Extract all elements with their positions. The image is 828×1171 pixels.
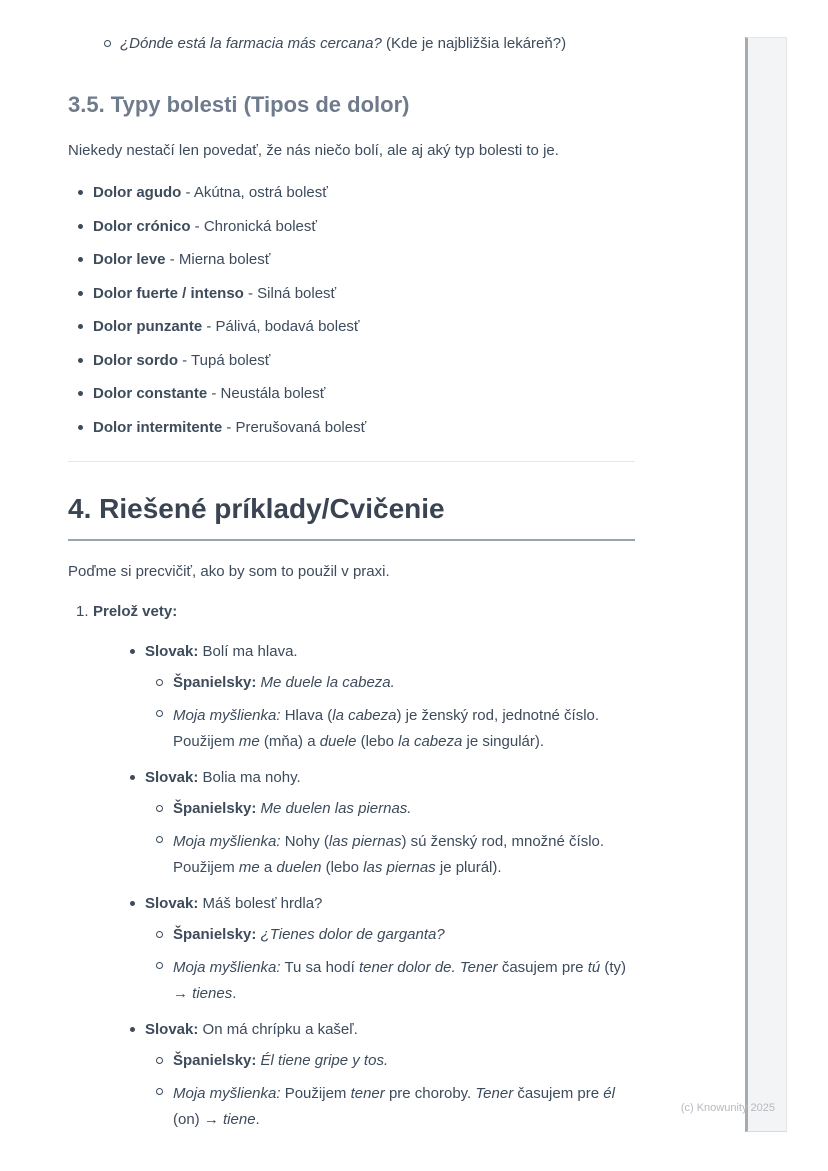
spanish-label: Španielsky: — [173, 799, 257, 817]
list-item — [68, 316, 635, 337]
section-heading-4: 4. Riešené príklady/Cvičenie — [68, 492, 635, 541]
slovak-text: Bolia ma nohy. — [198, 768, 301, 786]
pain-desc: - Neustála bolesť — [207, 385, 326, 402]
spanish-label: Španielsky: — [173, 673, 257, 691]
list-item — [68, 417, 635, 438]
list-item — [68, 350, 635, 371]
spanish-text: Me duelen las piernas. — [256, 799, 412, 817]
note-line: Moja myšlienka: Hlava (la cabeza) je ženský rod, jednotné číslo. Použijem me (mňa) a duele (lebo la cabeza je singulár). — [145, 703, 635, 755]
pain-term: Dolor constante — [93, 385, 208, 402]
spanish-label: Španielsky: — [173, 1051, 257, 1069]
example-block — [93, 641, 635, 755]
slovak-line — [145, 767, 635, 788]
pain-term: Dolor punzante — [93, 318, 203, 335]
example-sub-list — [145, 1050, 635, 1133]
task-label: Prelož vety: — [93, 602, 178, 620]
pain-term: Dolor fuerte / intenso — [93, 284, 244, 302]
note-line: Moja myšlienka: Použijem tener pre choroby. Tener časujem pre él (on) → tiene. — [145, 1081, 635, 1133]
section-divider — [68, 461, 635, 462]
example-sub-list — [145, 672, 635, 755]
spanish-text: ¿Tienes dolor de garganta? — [256, 925, 445, 943]
spanish-line — [145, 798, 635, 819]
pain-desc: - Akútna, ostrá bolesť — [181, 184, 328, 201]
slovak-text: On má chrípku a kašeľ. — [198, 1020, 358, 1038]
list-item — [68, 283, 635, 304]
intro-bullet-list — [68, 33, 635, 54]
example-block — [93, 1019, 635, 1133]
spanish-text: Él tiene gripe y tos. — [256, 1051, 389, 1069]
spanish-label: Španielsky: — [173, 925, 257, 943]
slovak-label: Slovak: — [145, 894, 199, 912]
example-sub-list — [145, 798, 635, 881]
example-block — [93, 767, 635, 881]
task-item — [68, 601, 635, 1133]
spanish-text: Me duele la cabeza. — [256, 673, 395, 691]
pain-term: Dolor intermitente — [93, 418, 223, 436]
pain-desc: - Silná bolesť — [243, 284, 337, 302]
example-sub-list — [145, 924, 635, 1007]
pain-desc: - Tupá bolesť — [178, 351, 271, 369]
watermark-text: (c) Knowunity 2025 — [680, 1102, 775, 1114]
slovak-text: Máš bolesť hrdla? — [198, 894, 323, 912]
list-item — [68, 182, 635, 203]
note-line: Moja myšlienka: Nohy (las piernas) sú ženský rod, množné číslo. Použijem me a duelen (lebo las piernas je plurál). — [145, 829, 635, 881]
example-block — [93, 893, 635, 1007]
list-item — [68, 249, 635, 270]
slovak-label: Slovak: — [145, 642, 199, 660]
list-item — [68, 216, 635, 237]
slovak-line — [145, 1019, 635, 1040]
slovak-line — [145, 641, 635, 662]
pain-desc: - Pálivá, bodavá bolesť — [202, 318, 360, 335]
pain-desc: - Mierna bolesť — [165, 251, 271, 268]
pain-term: Dolor leve — [93, 251, 166, 268]
spanish-line — [145, 924, 635, 945]
note-line: Moja myšlienka: Tu sa hodí tener dolor de. Tener časujem pre tú (ty) → tienes. — [145, 955, 635, 1007]
section-heading-3-5: 3.5. Typy bolesti (Tipos de dolor) — [68, 92, 410, 117]
pain-term: Dolor crónico — [93, 217, 191, 235]
pain-term: Dolor sordo — [93, 351, 178, 369]
intro-bullet-item: ¿Dónde está la farmacia más cercana? (Kde je najbližšia lekáreň?) — [68, 33, 635, 54]
spanish-line — [145, 672, 635, 693]
pain-desc: - Chronická bolesť — [190, 217, 318, 235]
task-number: 1. — [76, 602, 89, 620]
examples-list — [93, 641, 635, 1133]
pain-term: Dolor agudo — [93, 184, 182, 201]
spanish-line — [145, 1050, 635, 1071]
slovak-text: Bolí ma hlava. — [198, 642, 298, 660]
slovak-label: Slovak: — [145, 768, 199, 786]
slovak-label: Slovak: — [145, 1020, 199, 1038]
exercise-intro-paragraph: Poďme si precvičiť, ako by som to použil v praxi. — [68, 562, 390, 580]
list-item — [68, 383, 635, 404]
pain-intro-paragraph: Niekedy nestačí len povedať, že nás niečo bolí, ale aj aký typ bolesti to je. — [68, 142, 559, 159]
pain-types-list — [68, 182, 635, 438]
pain-desc: - Prerušovaná bolesť — [222, 418, 367, 436]
slovak-line — [145, 893, 635, 914]
scrollbar-track[interactable] — [745, 37, 787, 1132]
